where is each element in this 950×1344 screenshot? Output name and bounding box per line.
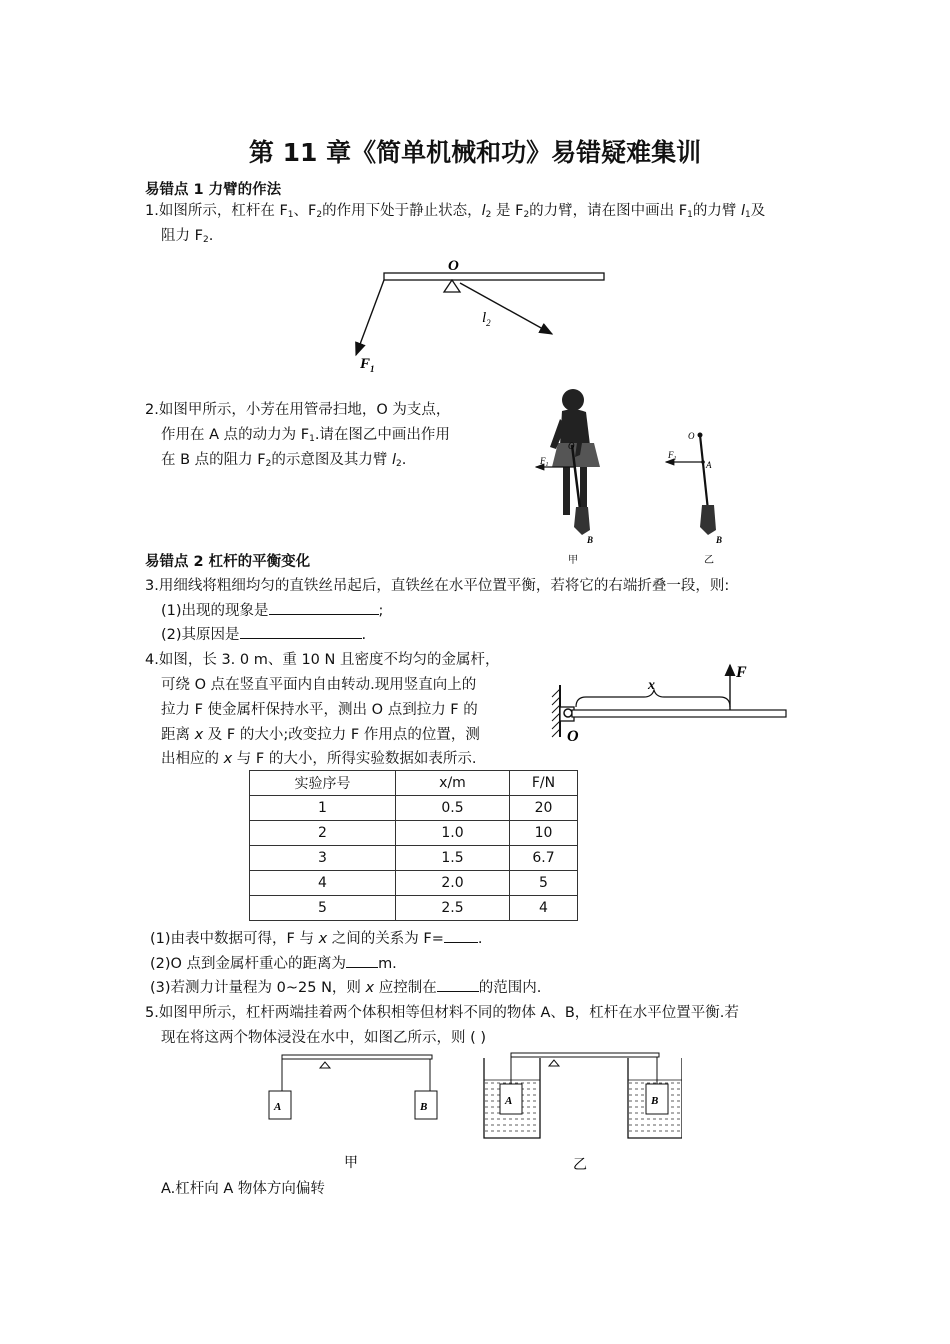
table-cell: 10 bbox=[510, 821, 578, 846]
svg-text:甲: 甲 bbox=[344, 1156, 358, 1171]
table-cell: 2.5 bbox=[396, 896, 510, 921]
fig-label-yi: 乙 bbox=[704, 555, 714, 565]
q4-line1: 4.如图，长 3. 0 m、重 10 N 且密度不均匀的金属杆， bbox=[145, 652, 500, 668]
answer-blank[interactable] bbox=[269, 599, 379, 615]
q4-line3: 拉力 F 使金属杆保持水平，测出 O 点到拉力 F 的 bbox=[161, 702, 478, 718]
table-cell: 2 bbox=[250, 821, 396, 846]
svg-text:B: B bbox=[651, 1095, 659, 1107]
q2-line3: 在 B 点的阻力 $F_2$的示意图及其力臂 $l_2$. bbox=[161, 452, 407, 469]
svg-text:A: A bbox=[706, 460, 712, 470]
table-row bbox=[250, 846, 578, 871]
table-header-row bbox=[250, 771, 578, 796]
fig-label-O: O bbox=[448, 258, 459, 274]
svg-text:F1: $F_1$ bbox=[668, 450, 677, 462]
girl-photo bbox=[550, 389, 600, 515]
table-cell: 5 bbox=[250, 896, 396, 921]
answer-blank[interactable] bbox=[346, 952, 378, 968]
diagram-yi bbox=[484, 1053, 682, 1173]
table-cell: 1.0 bbox=[396, 821, 510, 846]
table-header: F/N bbox=[510, 771, 578, 796]
lever-bar bbox=[384, 273, 604, 280]
svg-text:乙: 乙 bbox=[573, 1158, 587, 1173]
answer-blank[interactable] bbox=[437, 976, 479, 992]
svg-text:O: O bbox=[568, 441, 575, 451]
q2-broom-figure bbox=[530, 385, 760, 565]
q1-line2: 阻力 $F_2$. bbox=[161, 228, 214, 245]
fulcrum-triangle bbox=[444, 280, 460, 292]
q3-part1: (1)出现的现象是 ; bbox=[161, 599, 383, 623]
q4-part3: (3)若测力计量程为 0~25 N，则 x 应控制在 的范围内. bbox=[150, 976, 541, 1000]
svg-text:F1: $F_1$ bbox=[540, 456, 549, 468]
q5-line2: 现在将这两个物体浸没在水中，如图乙所示，则 ( ) bbox=[161, 1030, 487, 1046]
q4-line5: 出相应的 x 与 F 的大小，所得实验数据如表所示. bbox=[161, 751, 477, 767]
q3-part2: (2)其原因是 . bbox=[161, 623, 366, 647]
svg-text:O: O bbox=[688, 431, 695, 441]
table-cell: 20 bbox=[510, 796, 578, 821]
svg-text:B: B bbox=[716, 535, 723, 545]
table-cell: 4 bbox=[250, 871, 396, 896]
experiment-table bbox=[249, 770, 578, 921]
table-row bbox=[250, 896, 578, 921]
page-title: 第 11 章《简单机械和功》易错疑难集训 bbox=[248, 138, 702, 167]
q4-line2: 可绕 O 点在竖直平面内自由转动.现用竖直向上的 bbox=[161, 677, 477, 693]
q4-rod-figure bbox=[540, 655, 800, 745]
q4-part1: (1)由表中数据可得，F 与 x 之间的关系为 F= . bbox=[150, 927, 483, 951]
q1-line1: 1.如图所示，杠杆在 $F_1$、$F_2$的作用下处于静止状态，$l_2$ 是 $F_2$的力臂，请在图中画出 $F_1$的力臂 $l_1$及 bbox=[145, 203, 766, 220]
table-cell: 0.5 bbox=[396, 796, 510, 821]
table-cell: 2.0 bbox=[396, 871, 510, 896]
svg-text:O: O bbox=[567, 728, 579, 745]
section-heading-1: 易错点 1 力臂的作法 bbox=[145, 182, 282, 198]
svg-text:B: B bbox=[420, 1101, 428, 1113]
q2-line1: 2.如图甲所示，小芳在用管帚扫地，O 为支点， bbox=[145, 402, 451, 418]
table-cell: 5 bbox=[510, 871, 578, 896]
table-cell: 4 bbox=[510, 896, 578, 921]
table-header: 实验序号 bbox=[250, 771, 396, 796]
table-cell: 6.7 bbox=[510, 846, 578, 871]
fig-label-jia: 甲 bbox=[568, 555, 578, 565]
q4-line4: 距离 x 及 F 的大小;改变拉力 F 作用点的位置，测 bbox=[161, 727, 480, 743]
table-cell: 3 bbox=[250, 846, 396, 871]
svg-text:F: F bbox=[736, 664, 747, 681]
fig-label-F1: $F_1$ bbox=[360, 356, 375, 374]
table-row bbox=[250, 871, 578, 896]
q1-lever-figure bbox=[340, 250, 620, 380]
answer-blank[interactable] bbox=[240, 623, 362, 639]
svg-text:A: A bbox=[505, 1095, 513, 1107]
section-heading-2: 易错点 2 杠杆的平衡变化 bbox=[145, 554, 311, 570]
svg-text:B: B bbox=[587, 535, 594, 545]
table-cell: 1 bbox=[250, 796, 396, 821]
table-row bbox=[250, 821, 578, 846]
table-cell: 1.5 bbox=[396, 846, 510, 871]
svg-text:x: x bbox=[648, 678, 655, 693]
fig-label-l2: $l_2$ bbox=[482, 310, 491, 328]
q4-part2: (2)O 点到金属杆重心的距离为 m. bbox=[150, 952, 397, 976]
svg-text:A: A bbox=[274, 1101, 282, 1113]
table-row bbox=[250, 796, 578, 821]
q5-balance-figure bbox=[262, 1050, 682, 1180]
q5-option-a[interactable]: A.杠杆向 A 物体方向偏转 bbox=[161, 1181, 325, 1197]
metal-rod bbox=[572, 710, 786, 717]
answer-blank[interactable] bbox=[444, 927, 478, 943]
q2-line2: 作用在 A 点的动力为 $F_1$.请在图乙中画出作用 bbox=[161, 427, 450, 444]
diagram-jia bbox=[269, 1055, 437, 1171]
q5-line1: 5.如图甲所示，杠杆两端挂着两个体积相等但材料不同的物体 A、B，杠杆在水平位置平衡.若 bbox=[145, 1005, 739, 1021]
q3-line1: 3.用细线将粗细均匀的直铁丝吊起后，直铁丝在水平位置平衡，若将它的右端折叠一段，则: bbox=[145, 578, 730, 594]
table-header: x/m bbox=[396, 771, 510, 796]
